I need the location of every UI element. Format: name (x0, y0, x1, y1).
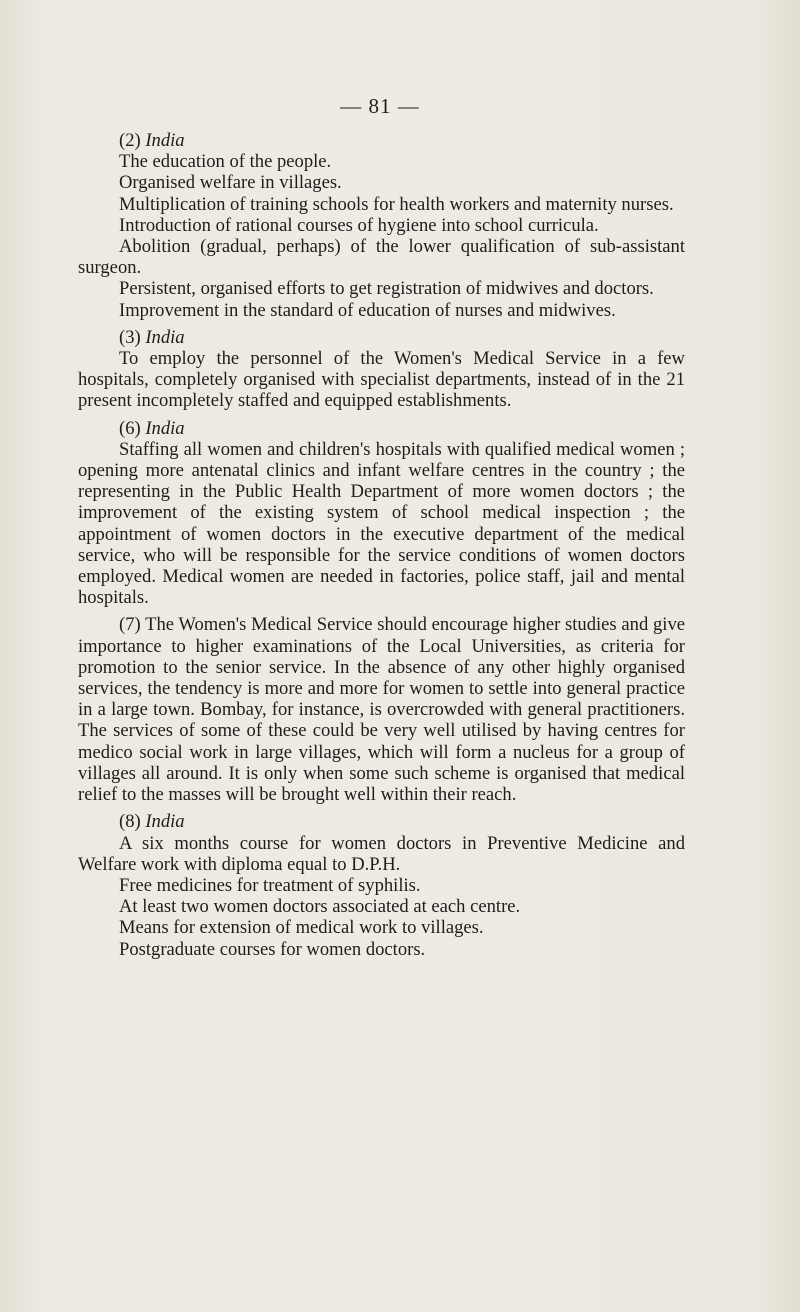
section-paragraph (78, 614, 685, 805)
section-title: India (145, 130, 185, 151)
paragraph: The Women's Medical Service should encourage higher studies and give importance to higher examinations of the Local Universities, as criteria for promotion to the senior service. In the absence of any other highly organised services, the tendency is more and more for women to settle into general practice in a large town. Bombay, for instance, is overcrowded with general practitioners. The services of some of these could be very well utilised by having centres for medico social work in large villages, which will form a nucleus for a group of villages all around. It is only when some such scheme is organised that medical relief to the masses will be brought well within their reach. (78, 614, 686, 806)
paragraph: The education of the people. (119, 151, 332, 173)
section-title: India (145, 811, 185, 833)
section-number: (8) (119, 811, 141, 833)
paragraph: Staffing all women and children's hospitals with qualified medical women ; opening more antenatal clinics and infant welfare centres in the country ; the representing in the Public Health Department of more women doctors ; the improvement of the existing system of school medical inspection ; the appointment of women doctors in the executive department of the medical service, who will be responsible for the service conditions of women doctors employed. Medical women are needed in factories, police staff, jail and mental hospitals. (78, 438, 685, 609)
paragraph: Persistent, organised efforts to get registration of midwives and doctors. (119, 278, 654, 300)
section-title: India (145, 326, 185, 348)
section-number: (3) (119, 326, 141, 348)
paragraph: Introduction of rational courses of hygiene into school curricula. (119, 214, 599, 236)
section-heading (78, 327, 685, 348)
section-number: (6) (119, 417, 141, 439)
paragraph: Improvement in the standard of education of nurses and midwives. (119, 299, 616, 321)
section-heading (78, 418, 685, 439)
paragraph: Postgraduate courses for women doctors. (119, 938, 426, 960)
section-title: India (145, 417, 185, 439)
section-number: (2) (119, 130, 141, 151)
paragraph: Abolition (gradual, perhaps) of the lower qualification of sub-assistant surgeon. (78, 236, 685, 279)
body-text (78, 128, 685, 960)
paragraph: At least two women doctors associated at each centre. (119, 896, 521, 918)
page-number: — 81 — (340, 94, 420, 118)
paragraph: Means for extension of medical work to villages. (119, 917, 484, 939)
paragraph: Free medicines for treatment of syphilis. (119, 874, 421, 896)
section-heading (78, 811, 685, 832)
paragraph: Organised welfare in villages. (119, 172, 342, 194)
section-number: (7) (119, 614, 141, 636)
paragraph: To employ the personnel of the Women's Medical Service in a few hospitals, completely organised with specialist departments, instead of in the 21 present incompletely staffed and equipped establishments. (78, 348, 685, 412)
paragraph: A six months course for women doctors in Preventive Medicine and Welfare work with diploma equal to D.P.H. (78, 832, 685, 875)
paragraph: Multiplication of training schools for health workers and maternity nurses. (119, 193, 674, 215)
section-heading (78, 130, 685, 151)
